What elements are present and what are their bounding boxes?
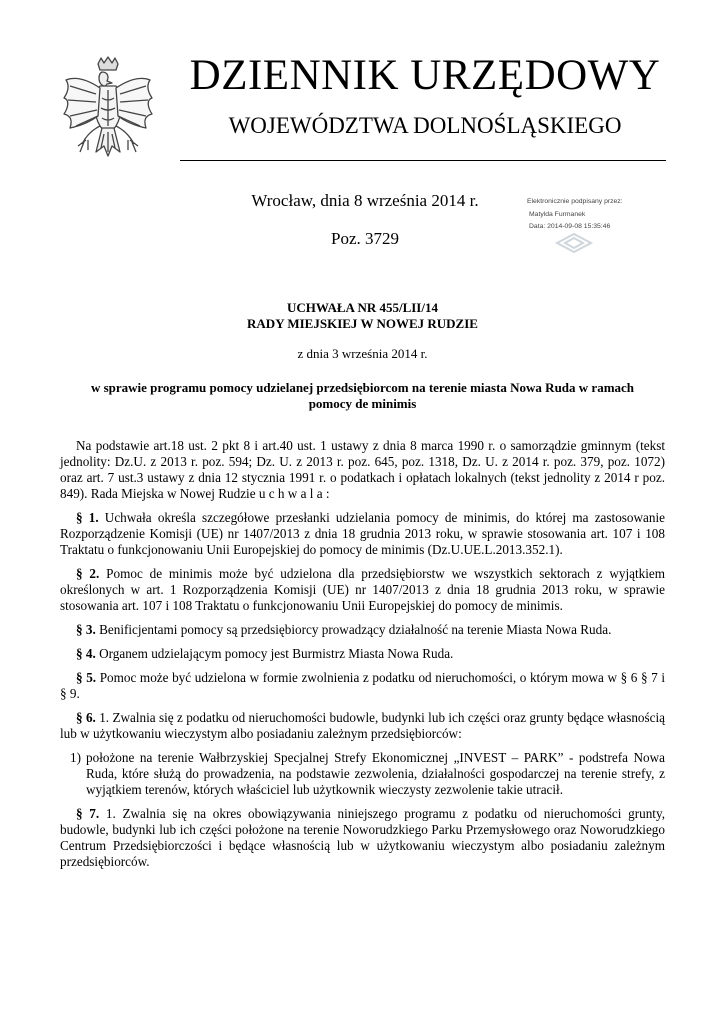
section-6-item-1-number: 1) xyxy=(70,750,81,765)
section-4-mark: § 4. xyxy=(76,646,96,661)
section-1-text: Uchwała określa szczegółowe przesłanki udzielania pomocy de minimis, do której ma zastosowanie Rozporządzenie Komisji (UE) nr 1407/2013 z dnia 18 grudnia 2013 roku, w sprawie stosowania art. 107 i 108 Traktatu o funkcjonowaniu Unii Europejskiej do pomocy de minimis (Dz.U.UE.L.2013.352.1). xyxy=(60,510,665,557)
signature-label: Elektronicznie podpisany przez: xyxy=(527,198,623,205)
resolution-council: RADY MIEJSKIEJ W NOWEJ RUDZIE xyxy=(247,316,478,331)
resolution-subject: w sprawie programu pomocy udzielanej przedsiębiorcom na terenie miasta Nowa Ruda w ramach pomocy de minimis xyxy=(90,380,635,411)
section-3 xyxy=(60,622,665,638)
section-5 xyxy=(60,670,665,702)
publication-position: Poz. 3729 xyxy=(331,229,399,248)
section-4 xyxy=(60,646,665,662)
resolution-date: z dnia 3 września 2014 r. xyxy=(297,346,428,361)
section-7-mark: § 7. xyxy=(76,806,100,821)
section-6-mark: § 6. xyxy=(76,710,96,725)
section-2-text: Pomoc de minimis może być udzielona dla przedsiębiorstw we wszystkich sektorach z wyjątkiem określonych w art. 1 Rozporządzenia Komisji (UE) nr 1407/2013 z dnia 18 grudnia 2013 roku, w sprawie stosowania art. 107 i 108 Traktatu o funkcjonowaniu Unii Europejskiej do pomocy de minimis. xyxy=(60,566,666,613)
journal-title: DZIENNIK URZĘDOWY xyxy=(189,52,661,99)
section-4-text: Organem udzielającym pomocy jest Burmistrz Miasta Nowa Ruda. xyxy=(99,646,454,661)
publication-date: Wrocław, dnia 8 września 2014 r. xyxy=(251,191,479,210)
section-6-item-1 xyxy=(60,750,665,798)
resolution-number: UCHWAŁA NR 455/LII/14 xyxy=(287,300,438,315)
resolution-title xyxy=(90,300,635,332)
section-6 xyxy=(60,710,665,742)
section-5-text: Pomoc może być udzielona w formie zwolnienia z podatku od nieruchomości, o którym mowa w § 6 § 7 i § 9. xyxy=(60,670,666,701)
section-1-mark: § 1. xyxy=(76,510,99,525)
signature-seal-icon xyxy=(553,232,595,254)
preamble-paragraph xyxy=(60,438,665,502)
section-7-text: 1. Zwalnia się na okres obowiązywania niniejszego programu z podatku od nieruchomości grunty, budowle, budynki lub ich części położone na terenie Noworudzkiego Parku Przemysłowego oraz Noworudzkiego Centrum Przedsiębiorczości i będące własnością lub w użytkowaniu wieczystym albo posiadaniu zależnym przedsiębiorców. xyxy=(60,806,665,869)
section-7 xyxy=(60,806,665,870)
signature-date: Data: 2014-09-08 15:35:46 xyxy=(529,223,611,230)
section-6-item-1-text: położone na terenie Wałbrzyskiej Specjalnej Strefy Ekonomicznej „INVEST – PARK” - podstrefa Nowa Ruda, które służą do prowadzenia, na podstawie zezwolenia, działalności gospodarczej na terenie strefy, z wyjątkiem terenów, których właściciel lub użytkownik wieczysty zezwolenie takie utracił. xyxy=(86,750,665,797)
signature-signer: Matylda Furmanek xyxy=(529,210,586,218)
polish-eagle-emblem-icon xyxy=(60,56,156,174)
section-3-mark: § 3. xyxy=(76,622,96,637)
section-2-mark: § 2. xyxy=(76,566,100,581)
electronic-signature xyxy=(527,196,677,234)
section-1 xyxy=(60,510,665,558)
section-6-text: 1. Zwalnia się z podatku od nieruchomości budowle, budynki lub ich części oraz grunty będące własnością lub w użytkowaniu wieczystym albo posiadaniu zależnym przedsiębiorców: xyxy=(60,710,666,741)
journal-subtitle: WOJEWÓDZTWA DOLNOŚLĄSKIEGO xyxy=(228,113,622,138)
resolution-body xyxy=(60,438,665,878)
section-3-text: Benificjentami pomocy są przedsiębiorcy prowadzący działalność na terenie Miasta Nowa Ruda. xyxy=(99,622,612,637)
section-5-mark: § 5. xyxy=(76,670,97,685)
masthead-divider xyxy=(180,160,666,161)
preamble-text: Na podstawie art.18 ust. 2 pkt 8 i art.40 ust. 1 ustawy z dnia 8 marca 1990 r. o samorządzie gminnym (tekst jednolity: Dz.U. z 2013 r. poz. 594; Dz. U. z 2013 r. poz. 645, poz. 1318, Dz. U. z 2014 r. poz. 379, poz. 1072) oraz art. 7 ust.3 ustawy z dnia 12 stycznia 1991 r. o podatkach i opłatach lokalnych (tekst jednolity z 2014 r poz. 849). Rada Miejska w Nowej Rudzie u c h w a l a : xyxy=(60,438,665,501)
section-2 xyxy=(60,566,665,614)
